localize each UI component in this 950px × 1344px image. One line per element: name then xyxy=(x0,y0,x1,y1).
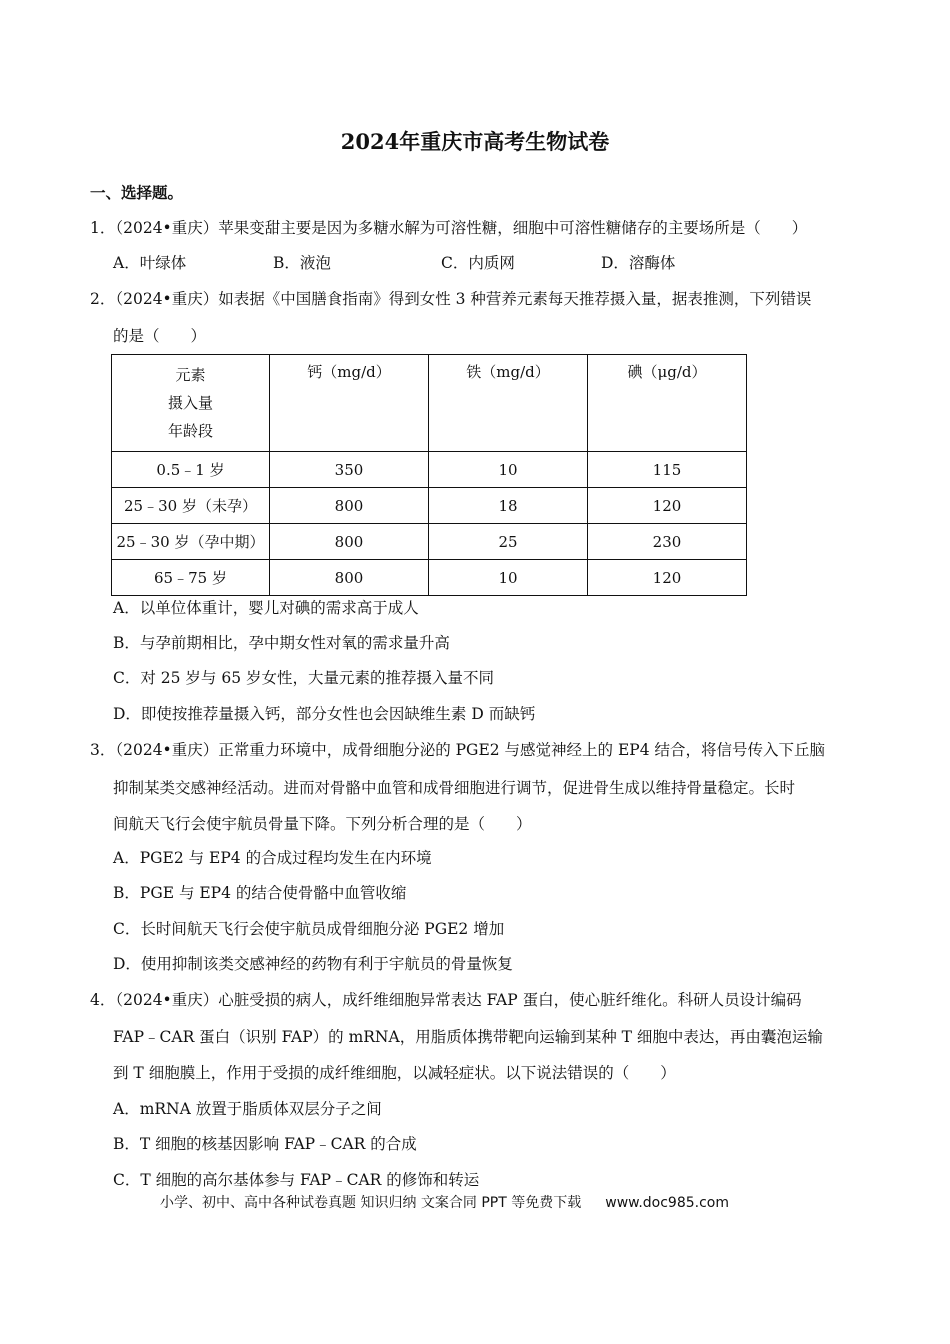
option-b: B．液泡 xyxy=(273,254,331,272)
page-footer xyxy=(160,1192,729,1212)
table-row xyxy=(112,488,747,524)
question-4-stem-cont: 到 T 细胞膜上，作用于受损的成纤维细胞，以减轻症状。以下说法错误的（ ） xyxy=(113,1064,676,1082)
table-cell-age: 0.5﹣1 岁 xyxy=(112,452,270,488)
option-c: C．内质网 xyxy=(441,254,515,272)
question-2-option-a: A．以单位体重计，婴儿对碘的需求高于成人 xyxy=(113,599,419,617)
table-cell: 800 xyxy=(270,524,429,560)
question-2-stem: 2．（2024•重庆）如表据《中国膳食指南》得到女性 3 种营养元素每天推荐摄入量，据表推测，下列错误 xyxy=(90,290,812,308)
option-d: D．溶酶体 xyxy=(601,254,676,272)
table-cell: 230 xyxy=(588,524,747,560)
question-3-option-d: D．使用抑制该类交感神经的药物有利于宇航员的骨量恢复 xyxy=(113,955,513,973)
question-3-stem: 3．（2024•重庆）正常重力环境中，成骨细胞分泌的 PGE2 与感觉神经上的 EP4 结合，将信号传入下丘脑 xyxy=(90,741,826,759)
question-3-stem-cont: 抑制某类交感神经活动。进而对骨骼中血管和成骨细胞进行调节，促进骨生成以维持骨量稳定。长时 xyxy=(113,779,796,797)
table-cell-age: 25﹣30 岁（未孕） xyxy=(112,488,270,524)
table-cell: 25 xyxy=(429,524,588,560)
corner-label-intake: 摄入量 xyxy=(167,394,213,412)
table-cell: 800 xyxy=(270,560,429,596)
table-cell: 115 xyxy=(588,452,747,488)
section-heading: 一、选择题。 xyxy=(90,183,184,202)
question-4-option-b: B．T 细胞的核基因影响 FAP﹣CAR 的合成 xyxy=(113,1135,417,1153)
question-2-option-c: C．对 25 岁与 65 岁女性，大量元素的推荐摄入量不同 xyxy=(113,669,495,687)
question-2-option-b: B．与孕前期相比，孕中期女性对氧的需求量升高 xyxy=(113,634,450,652)
table-corner-header xyxy=(112,355,270,452)
question-1-options xyxy=(113,251,873,271)
corner-label-element: 元素 xyxy=(175,366,206,384)
corner-label-age: 年龄段 xyxy=(167,422,213,440)
question-3-option-b: B．PGE 与 EP4 的结合使骨骼中血管收缩 xyxy=(113,884,407,902)
table-cell: 120 xyxy=(588,488,747,524)
nutrition-table xyxy=(111,354,747,596)
page-title: 2024年重庆市高考生物试卷 xyxy=(340,129,610,154)
column-header-iodine: 碘（μg/d） xyxy=(588,355,747,452)
table-row xyxy=(112,452,747,488)
question-3-option-a: A．PGE2 与 EP4 的合成过程均发生在内环境 xyxy=(113,849,432,867)
question-1-stem: 1．（2024•重庆）苹果变甜主要是因为多糖水解为可溶性糖，细胞中可溶性糖储存的主要场所是（ ） xyxy=(90,219,808,237)
table-cell-age: 25﹣30 岁（孕中期） xyxy=(112,524,270,560)
table-row xyxy=(112,560,747,596)
table-cell: 120 xyxy=(588,560,747,596)
question-4-stem-cont: FAP﹣CAR 蛋白（识别 FAP）的 mRNA，用脂质体携带靶向运输到某种 T 细胞中表达，再由囊泡运输 xyxy=(113,1028,823,1046)
table-cell: 800 xyxy=(270,488,429,524)
table-cell: 18 xyxy=(429,488,588,524)
column-header-iron: 铁（mg/d） xyxy=(429,355,588,452)
table-row xyxy=(112,524,747,560)
footer-url[interactable]: www.doc985.com xyxy=(605,1195,729,1211)
question-4-stem: 4．（2024•重庆）心脏受损的病人，成纤维细胞异常表达 FAP 蛋白，使心脏纤维化。科研人员设计编码 xyxy=(90,991,802,1009)
option-a: A．叶绿体 xyxy=(113,254,187,272)
question-3-option-c: C．长时间航天飞行会使宇航员成骨细胞分泌 PGE2 增加 xyxy=(113,920,505,938)
question-2-option-d: D．即使按推荐量摄入钙，部分女性也会因缺维生素 D 而缺钙 xyxy=(113,705,536,723)
question-3-stem-cont: 间航天飞行会使宇航员骨量下降。下列分析合理的是（ ） xyxy=(113,815,532,833)
question-2-stem-cont: 的是（ ） xyxy=(113,327,207,345)
footer-text: 小学、初中、高中各种试卷真题 知识归纳 文案合同 PPT 等免费下载 xyxy=(160,1195,582,1211)
table-cell: 350 xyxy=(270,452,429,488)
column-header-calcium: 钙（mg/d） xyxy=(270,355,429,452)
question-4-option-c: C．T 细胞的高尔基体参与 FAP﹣CAR 的修饰和转运 xyxy=(113,1171,480,1189)
question-4-option-a: A．mRNA 放置于脂质体双层分子之间 xyxy=(113,1100,382,1118)
table-cell: 10 xyxy=(429,452,588,488)
table-cell: 10 xyxy=(429,560,588,596)
table-cell-age: 65﹣75 岁 xyxy=(112,560,270,596)
